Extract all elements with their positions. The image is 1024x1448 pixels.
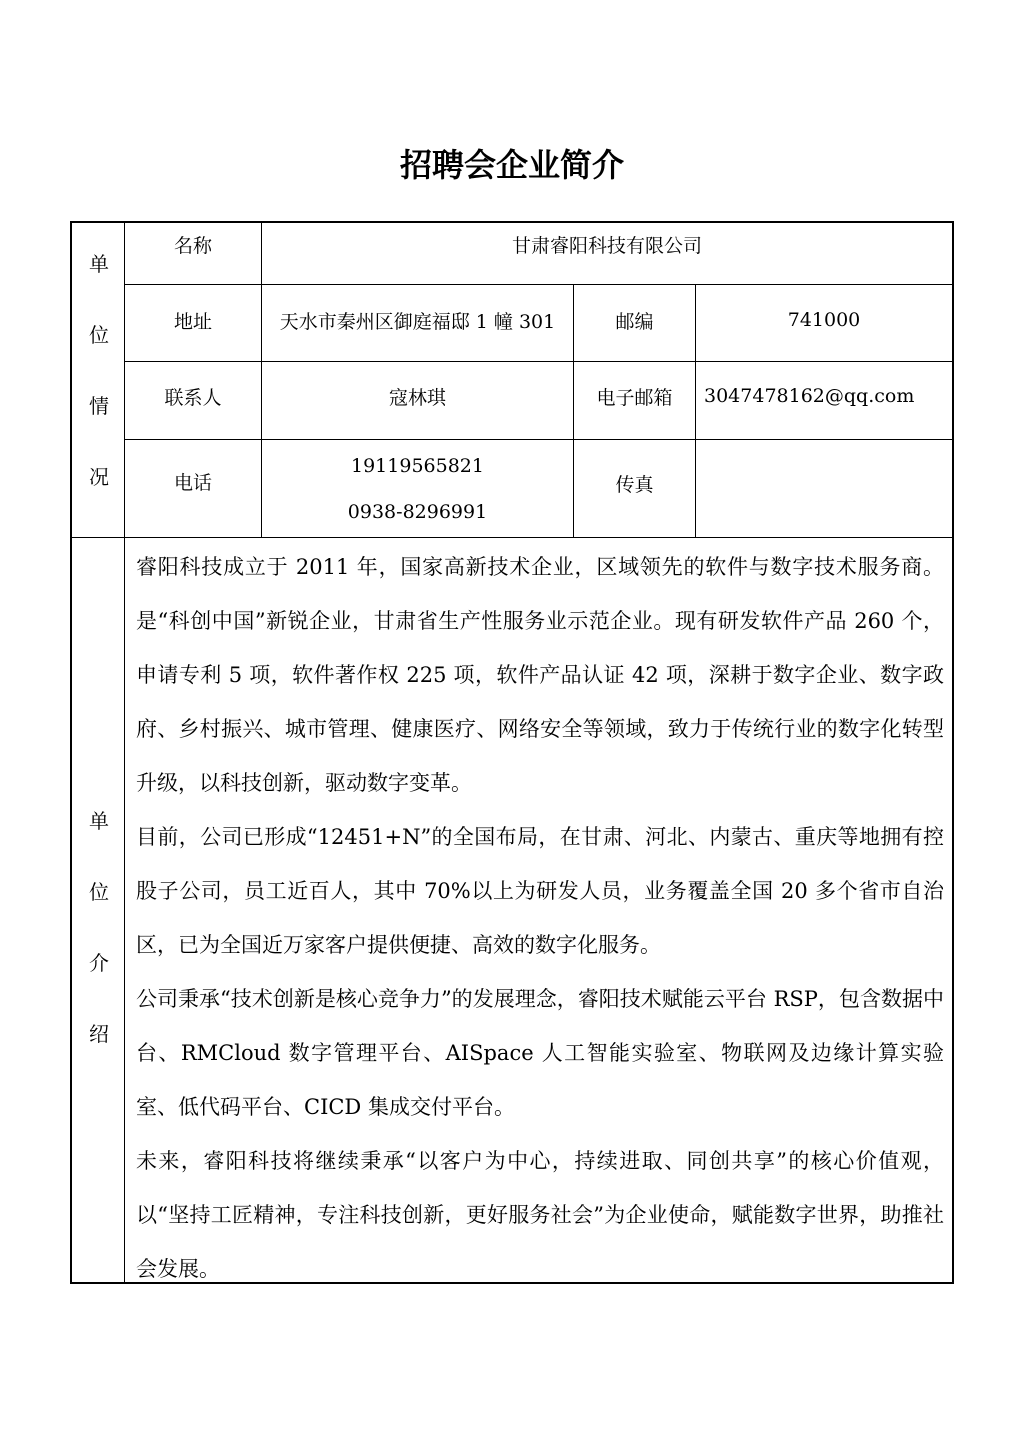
page-title: 招聘会企业简介 [399,146,624,184]
section-label-char: 位 [89,323,109,347]
section-label-char: 况 [89,465,109,489]
address-value: 天水市秦州区御庭福邸 1 幢 301 [279,310,556,333]
section-label-char: 位 [89,880,109,904]
intro-paragraph: 目前，公司已形成“12451+N”的全国布局，在甘肃、河北、内蒙古、重庆等地拥有控股子公司，员工近百人，其中 70%以上为研发人员，业务覆盖全国 20 多个省市自治区，已为全国近万家客户提供便捷、高效的数字化服务。 [136,825,944,957]
postcode-value: 741000 [787,309,861,331]
phone-number: 0938-8296991 [347,500,488,523]
intro-paragraph: 公司秉承“技术创新是核心竞争力”的发展理念，睿阳技术赋能云平台 RSP，包含数据中台、RMCloud 数字管理平台、AISpace 人工智能实验室、物联网及边缘计算实验室、低代码平台、CICD 集成交付平台。 [136,987,944,1119]
table-border-right [952,221,954,1284]
phone-label: 电话 [173,471,212,494]
section-label-char: 单 [89,809,109,833]
postcode-label: 邮编 [615,310,654,333]
section-label-char: 介 [89,951,109,975]
fax-value [696,440,952,537]
section-divider [70,537,954,538]
email-value: 3047478162@qq.com [704,385,915,407]
intro-paragraph: 未来，睿阳科技将继续秉承“以客户为中心，持续进取、同创共享”的核心价值观，以“坚持工匠精神，专注科技创新，更好服务社会”为企业使命，赋能数字世界，助推社会发展。 [136,1149,944,1281]
phone-values [262,440,573,537]
section-label-char: 单 [89,252,109,276]
company-introduction [136,540,944,1296]
email-label: 电子邮箱 [596,386,673,409]
name-label: 名称 [173,235,212,257]
company-name-value: 甘肃睿阳科技有限公司 [511,235,702,257]
address-label: 地址 [173,310,212,333]
phone-number: 19119565821 [351,454,484,477]
section-label-char: 情 [89,394,109,418]
section-label-char: 绍 [89,1022,109,1046]
fax-label: 传真 [615,473,654,496]
contact-value: 寇林琪 [388,386,446,409]
contact-label: 联系人 [164,386,222,409]
intro-paragraph: 睿阳科技成立于 2011 年，国家高新技术企业，区域领先的软件与数字技术服务商。是“科创中国”新锐企业，甘肃省生产性服务业示范企业。现有研发软件产品 260 个，申请专利 5 项，软件著作权 225 项，软件产品认证 42 项，深耕于数字企业、数字政府、乡村振兴、城市管理、健康医疗、网络安全等领域，致力于传统行业的数字化转型升级，以科技创新，驱动数字变革。 [136,555,944,795]
